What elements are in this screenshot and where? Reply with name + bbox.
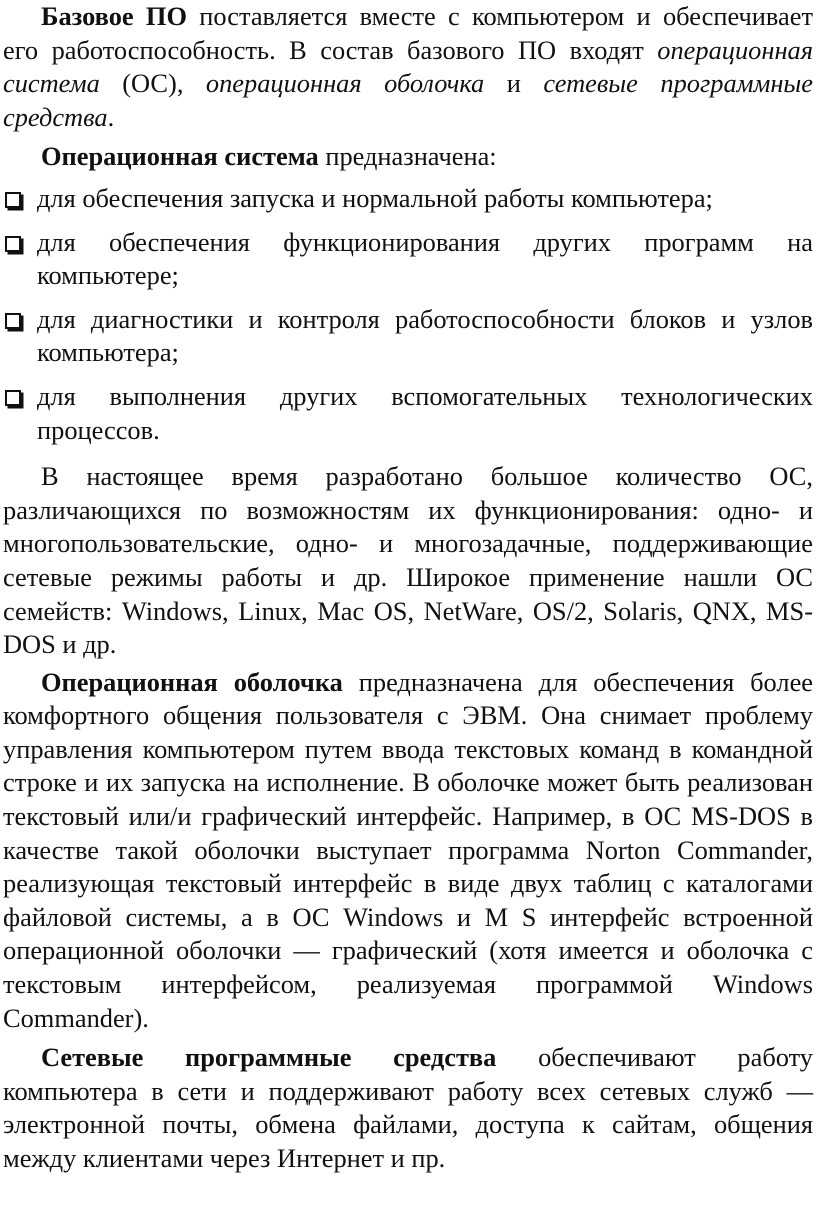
intro-term: Базовое ПО (41, 1, 187, 31)
intro-text-3: и (484, 68, 544, 99)
os-term: Операционная система (41, 141, 319, 172)
intro-text-4: . (107, 101, 115, 132)
os-purpose-list (3, 182, 813, 447)
net-term: Сетевые программные средства (41, 1042, 497, 1073)
os-text: предназначена: (318, 141, 497, 172)
os-heading-paragraph (3, 140, 813, 174)
list-item-text: для обеспечения функционирования других программ на компьютере; (37, 226, 813, 291)
list-item-text: для обеспечения запуска и нормальной работы компьютера; (37, 182, 713, 213)
list-item-text: для выполнения других вспомогательных технологических процессов. (37, 380, 813, 445)
list-item (3, 182, 813, 216)
list-item (3, 226, 813, 293)
checkbox-bullet-icon (5, 236, 21, 252)
list-item (3, 303, 813, 370)
shell-term: Операционная оболочка (41, 666, 343, 697)
intro-paragraph (3, 0, 813, 134)
intro-text-2: (ОС), (99, 68, 206, 99)
shell-text: предназначена для обеспечения более комфортного общения пользователя с ЭВМ. Она снимает проблему управления компьютером путем ввода текстовых команд в командной строке и их запуска на исполнение. В оболочке может быть реализован текстовый или/и графический интерфейс. Например, в ОС MS-DOS в качестве такой оболочки выступает программа Norton Commander, реализующая текстовый интерфейс в виде двух таблиц с каталогами файловой системы, а в ОС Windows и M S интерфейс встроенной операционной оболочки — графический (хотя имеется и оболочка с текстовым интерфейсом, реализуемая программой Windows Commander). (3, 666, 813, 1033)
list-item (3, 380, 813, 447)
network-paragraph (3, 1041, 813, 1175)
intro-text-1: поставляется вместе с компьютером и обеспечивает его работоспособность. В состав базового ПО входят (3, 1, 813, 65)
intro-os: операционная система (3, 34, 813, 99)
shell-paragraph (3, 666, 813, 1036)
net-text: обеспечивают работу компьютера в сети и поддерживают работу всех сетевых служб — электронной почты, обмена файлами, доступа к сайтам, общения между клиентами через Интернет и пр. (3, 1042, 813, 1173)
intro-net: сетевые программные средства (3, 68, 814, 132)
checkbox-bullet-icon (5, 390, 21, 406)
intro-shell: операционная оболочка (205, 68, 485, 99)
text-body (3, 0, 813, 1176)
checkbox-bullet-icon (5, 192, 21, 208)
list-item-text: для диагностики и контроля работоспособности блоков и узлов компьютера; (37, 303, 813, 368)
os-variety-paragraph: В настоящее время разработано большое количество ОС, различающихся по возможностям их функционирования: одно- и многопользовательские, одно- и многозадачные, поддерживающие сетевые режимы работы и др. Широкое применение нашли ОС семейств: Windows, Linux, Mac OS, NetWare, OS/2, Solaris, QNX, MS-DOS и др. (3, 461, 813, 660)
checkbox-bullet-icon (5, 313, 21, 329)
